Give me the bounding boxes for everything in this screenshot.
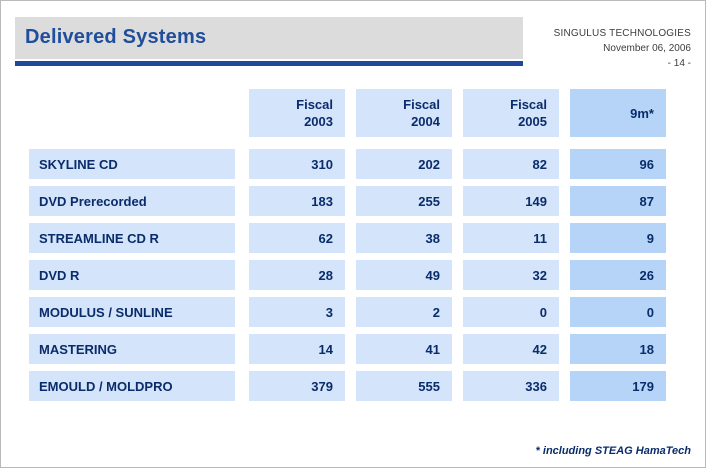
cell-value: 96	[570, 149, 666, 179]
cell-value: 42	[463, 334, 559, 364]
delivered-systems-table	[29, 89, 685, 408]
row-label: DVD Prerecorded	[29, 186, 235, 216]
table-row	[29, 334, 685, 364]
row-label: DVD R	[29, 260, 235, 290]
column-header-fiscal-2005: Fiscal 2005	[463, 89, 559, 137]
cell-value: 379	[249, 371, 345, 401]
table-row	[29, 149, 685, 179]
cell-value: 2	[356, 297, 452, 327]
cell-value: 14	[249, 334, 345, 364]
column-header-9m: 9m*	[570, 89, 666, 137]
cell-value: 62	[249, 223, 345, 253]
row-label: MASTERING	[29, 334, 235, 364]
cell-value: 0	[570, 297, 666, 327]
column-header-fiscal-2003: Fiscal 2003	[249, 89, 345, 137]
row-gap	[235, 260, 249, 290]
row-gap	[235, 186, 249, 216]
company-name: SINGULUS TECHNOLOGIES	[553, 28, 691, 39]
footnote: * including STEAG HamaTech	[535, 445, 691, 457]
cell-value: 179	[570, 371, 666, 401]
cell-value: 32	[463, 260, 559, 290]
row-gap	[235, 149, 249, 179]
corporate-info	[554, 26, 691, 71]
row-gap	[235, 334, 249, 364]
cell-value: 38	[356, 223, 452, 253]
cell-value: 49	[356, 260, 452, 290]
row-label: MODULUS / SUNLINE	[29, 297, 235, 327]
cell-value: 87	[570, 186, 666, 216]
page-title: Delivered Systems	[25, 26, 207, 48]
cell-value: 3	[249, 297, 345, 327]
cell-value: 11	[463, 223, 559, 253]
cell-value: 9	[570, 223, 666, 253]
row-gap	[235, 371, 249, 401]
table-row	[29, 260, 685, 290]
cell-value: 0	[463, 297, 559, 327]
row-label: SKYLINE CD	[29, 149, 235, 179]
table-header-row	[29, 89, 685, 137]
cell-value: 18	[570, 334, 666, 364]
page-number: - 14 -	[667, 58, 691, 69]
row-label: STREAMLINE CD R	[29, 223, 235, 253]
row-gap	[235, 223, 249, 253]
cell-value: 183	[249, 186, 345, 216]
cell-value: 26	[570, 260, 666, 290]
header-spacer	[29, 89, 249, 137]
table-row	[29, 371, 685, 401]
cell-value: 41	[356, 334, 452, 364]
table-row	[29, 297, 685, 327]
column-header-fiscal-2004: Fiscal 2004	[356, 89, 452, 137]
cell-value: 202	[356, 149, 452, 179]
presentation-date: November 06, 2006	[603, 43, 691, 54]
row-label: EMOULD / MOLDPRO	[29, 371, 235, 401]
cell-value: 310	[249, 149, 345, 179]
title-underline	[15, 61, 523, 66]
cell-value: 149	[463, 186, 559, 216]
table-row	[29, 223, 685, 253]
cell-value: 82	[463, 149, 559, 179]
cell-value: 28	[249, 260, 345, 290]
cell-value: 336	[463, 371, 559, 401]
cell-value: 255	[356, 186, 452, 216]
cell-value: 555	[356, 371, 452, 401]
table-row	[29, 186, 685, 216]
row-gap	[235, 297, 249, 327]
